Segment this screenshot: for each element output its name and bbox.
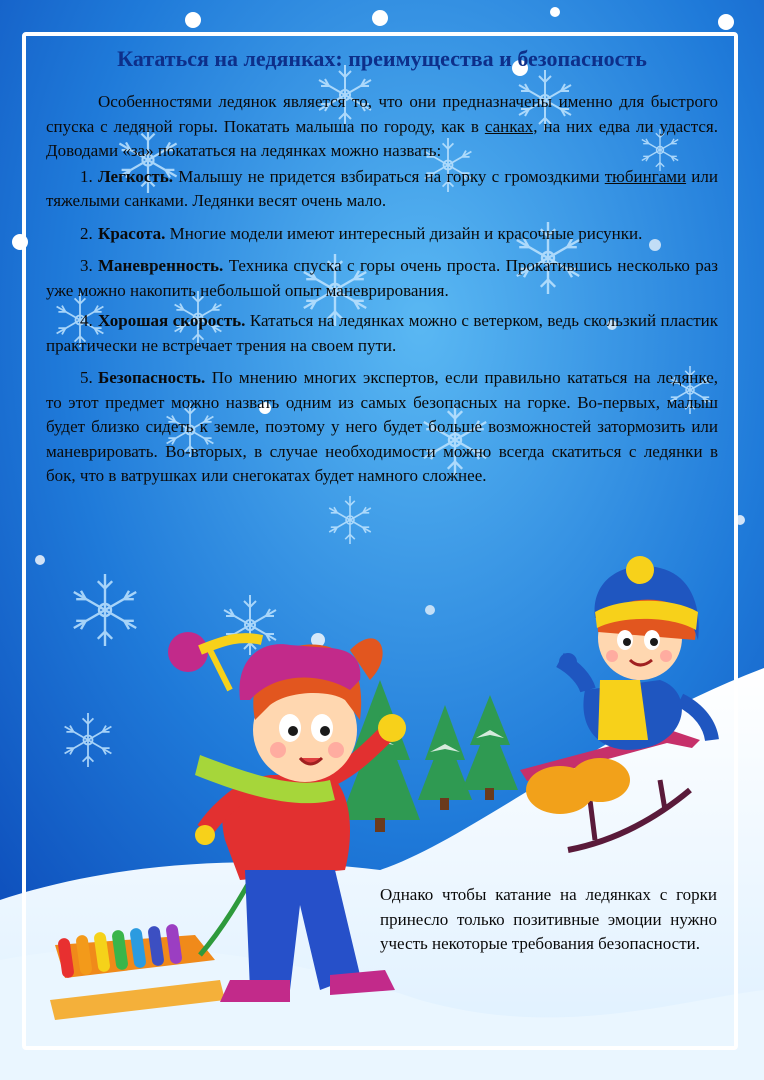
main-text <box>46 90 718 490</box>
intro-text-end: на них едва ли удастся. Доводами «за» покататься на ледянках можно назвать: <box>46 116 718 160</box>
item-heading: Легкость. <box>98 166 174 186</box>
item-heading: Безопасность. <box>98 368 206 387</box>
item-text-end: или тяжелыми санками. Ледянки весят очень мало. <box>46 166 718 210</box>
sanki-link[interactable]: санках, <box>484 116 538 136</box>
item-number: 4. <box>80 311 93 330</box>
item-text: По мнению многих экспертов, если правильно кататься на ледянке, то этот предмет можно назвать одним из самых безопасных на горке. Во-первых, малыш будет близко сидеть к земле, поэтому у него будет больше возможностей затормозить или маневрировать. Во-вторых, в случае необходимости можно всегда скатиться с ледянки в бок, что в ватрушках или снегокатах будет намного сложнее. <box>46 368 718 485</box>
intro-text-start: Особенностями ледянок является то, что они предназначены именно для быстрого спуска с ледяной горы. Покатать малыша по городу, как в <box>46 92 718 136</box>
list-item <box>46 165 718 214</box>
item-text: Многие модели имеют интересный дизайн и красочные рисунки. <box>165 223 643 243</box>
item-text: Кататься на ледянках можно с ветерком, ведь скользкий пластик практически не встречает трения на своем пути. <box>46 311 718 355</box>
item-text-start: Малышу не придется взбираться на горку с громоздкими <box>173 166 605 186</box>
list-item <box>46 366 718 489</box>
bottom-note: Однако чтобы катание на ледянках с горки принесло только позитивные эмоции нужно учесть некоторые требования безопасности. <box>380 885 717 953</box>
item-heading: Красота. <box>98 223 166 243</box>
item-number: 5. <box>80 368 93 387</box>
list-item <box>46 254 718 303</box>
list-item <box>46 222 718 247</box>
item-heading: Маневренность. <box>98 256 224 275</box>
item-number: 2. <box>80 223 93 243</box>
item-number: 3. <box>80 256 93 275</box>
list-item <box>46 309 718 358</box>
intro-paragraph <box>46 90 718 164</box>
item-number: 1. <box>80 166 93 186</box>
poster-title: Кататься на ледянках: преимущества и безопасность <box>117 46 647 71</box>
tubing-link[interactable]: тюбингами <box>604 166 687 186</box>
item-text: Техника спуска с горы очень проста. Прокатившись несколько раз уже можно накопить небольшой опыт маневрирования. <box>46 256 718 300</box>
item-heading: Хорошая скорость. <box>98 311 246 330</box>
